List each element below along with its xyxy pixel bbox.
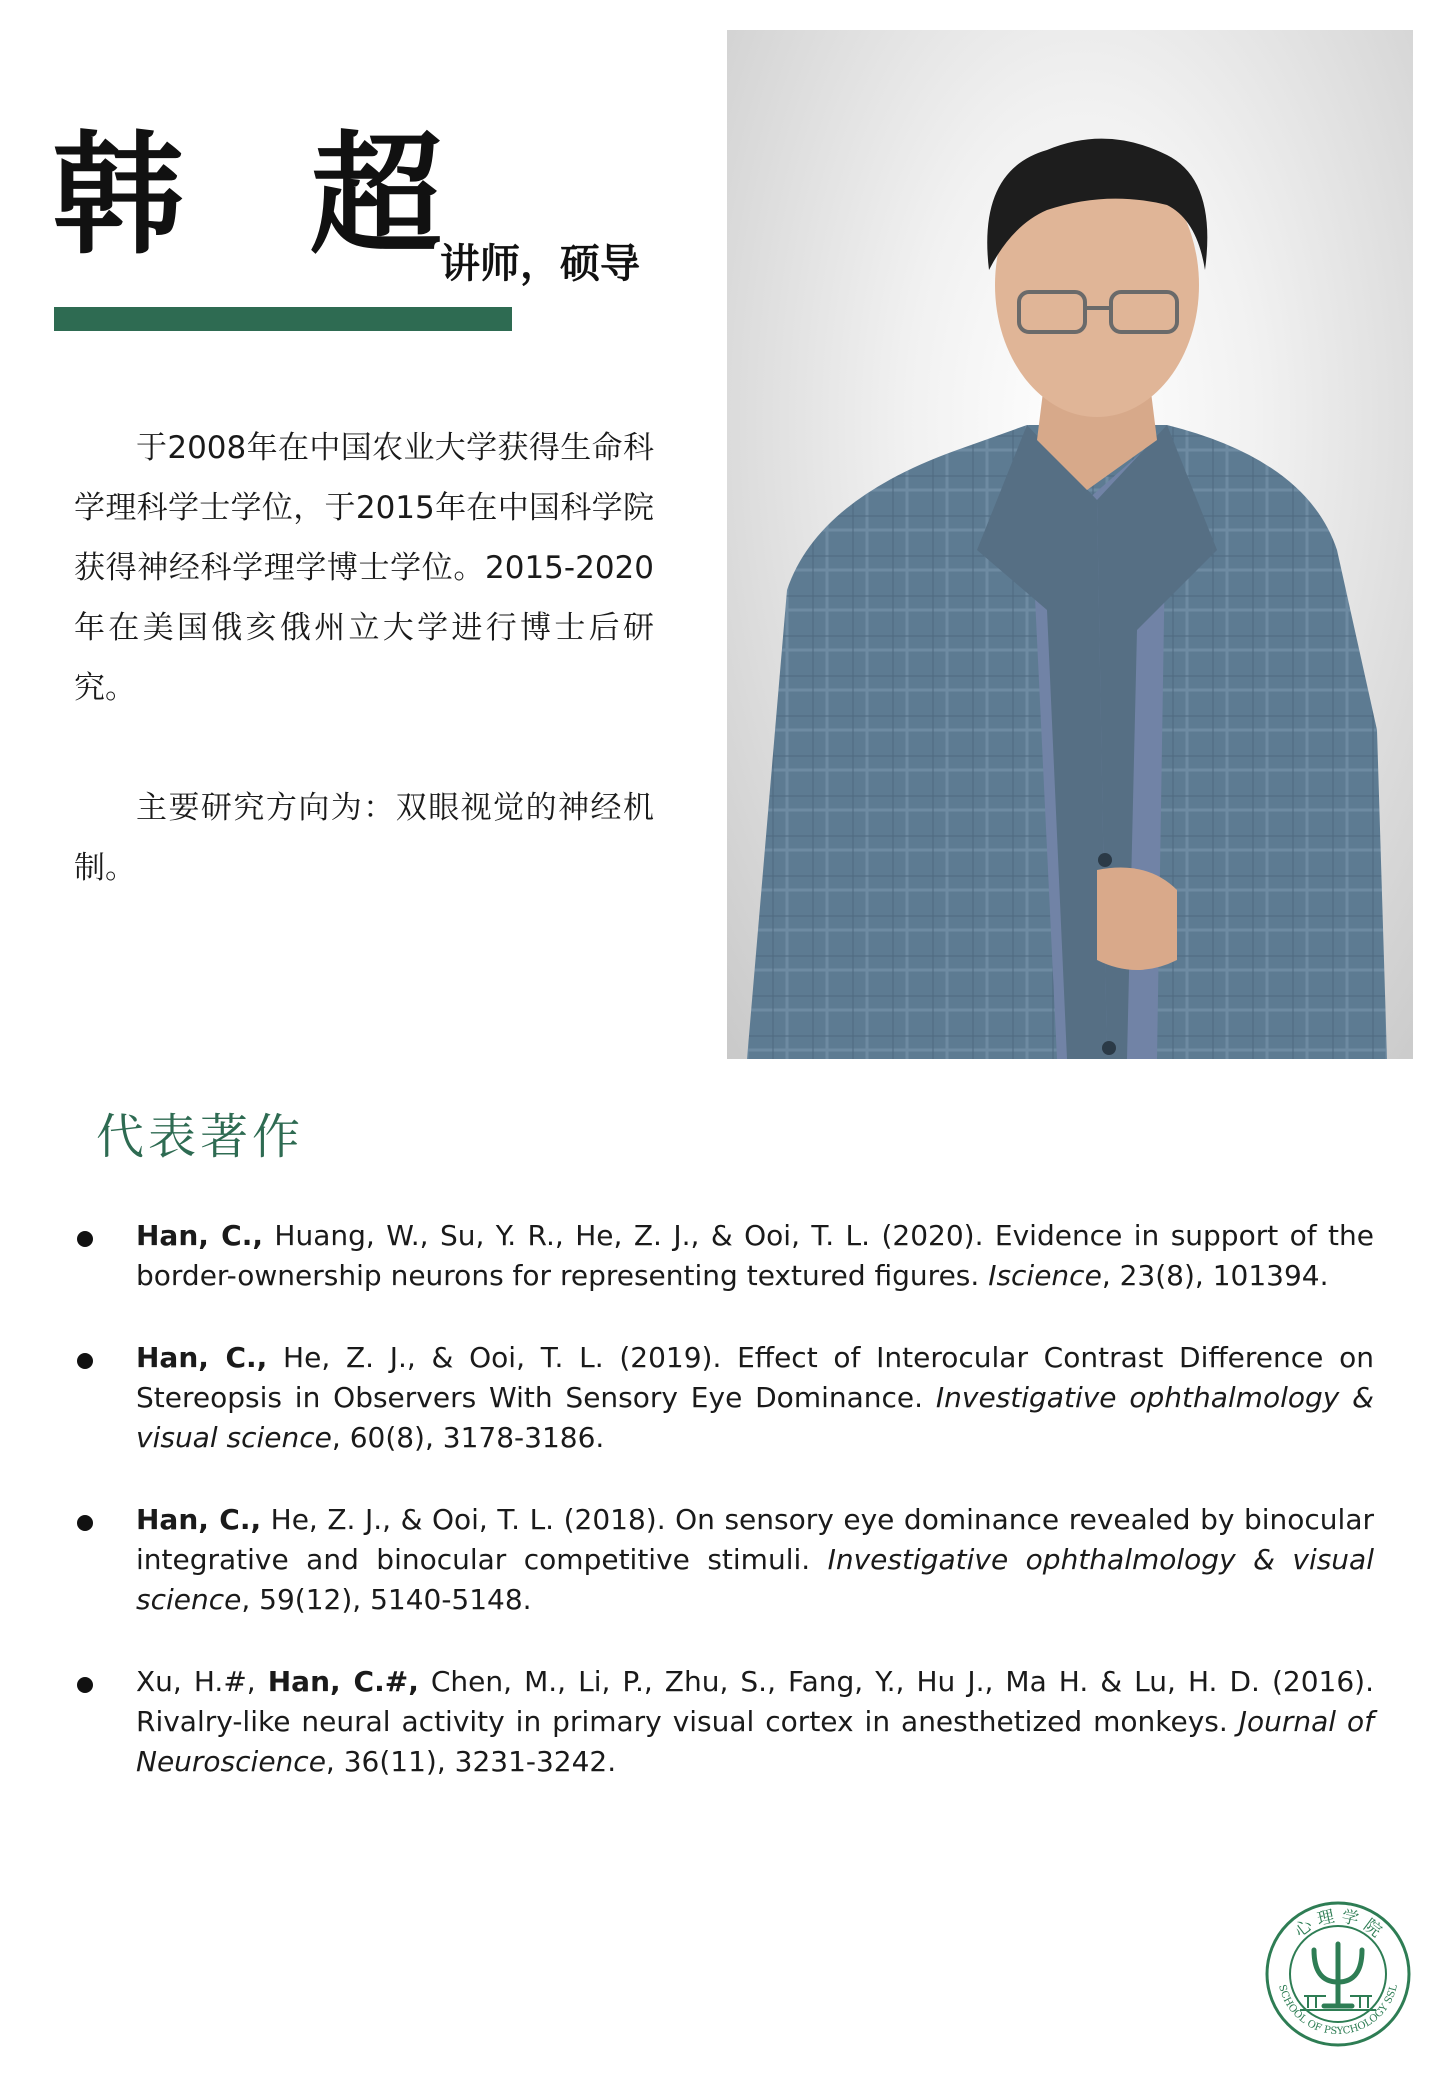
publication-journal: Iscience bbox=[988, 1259, 1102, 1292]
publication-item bbox=[70, 1338, 1374, 1458]
publication-authors-title: He, Z. J., & Ooi, T. L. (2018). On sensory eye dominance revealed by binocular integrative and binocular competitive stimuli. bbox=[136, 1503, 1374, 1576]
publications-heading: 代表著作 bbox=[96, 1109, 305, 1165]
publication-authors-title: Huang, W., Su, Y. R., He, Z. J., & Ooi, T. L. (2020). Evidence in support of the border-ownership neurons for representing textured figures. bbox=[136, 1219, 1374, 1292]
bullet-icon bbox=[77, 1353, 93, 1369]
publication-list bbox=[70, 1216, 1374, 1824]
logo-text-bottom: SCHOOL OF PSYCHOLOGY SSL bbox=[1276, 1983, 1400, 2038]
bullet-icon bbox=[77, 1677, 93, 1693]
bullet-icon bbox=[77, 1515, 93, 1531]
publication-highlight-author: Han, C.#, bbox=[267, 1665, 419, 1698]
publication-journal: Journal of Neuroscience bbox=[136, 1705, 1375, 1778]
publication-details: , 36(11), 3231-3242. bbox=[325, 1745, 617, 1778]
publication-highlight-author: Han, C., bbox=[136, 1503, 262, 1536]
title-underline-bar bbox=[54, 307, 512, 331]
publication-item bbox=[70, 1216, 1374, 1296]
logo-text-top: 心 理 学 院 bbox=[1290, 1906, 1386, 1942]
bio-paragraph-research: 主要研究方向为：双眼视觉的神经机制。 bbox=[74, 790, 654, 886]
publication-details: , 23(8), 101394. bbox=[1101, 1259, 1329, 1292]
publication-item bbox=[70, 1662, 1374, 1782]
publication-journal: Investigative ophthalmology & visual science bbox=[136, 1381, 1374, 1454]
portrait-photo bbox=[727, 30, 1413, 1059]
publication-highlight-author: Han, C., bbox=[136, 1341, 268, 1374]
publication-authors-before: Xu, H.#, bbox=[136, 1665, 268, 1698]
publication-item bbox=[70, 1500, 1374, 1620]
publication-highlight-author: Han, C., bbox=[136, 1219, 263, 1252]
publication-details: , 59(12), 5140-5148. bbox=[241, 1583, 532, 1616]
person-name: 韩 超 bbox=[52, 119, 482, 273]
person-title: 讲师，硕导 bbox=[440, 241, 640, 287]
bullet-icon bbox=[77, 1231, 93, 1247]
publication-authors-title: He, Z. J., & Ooi, T. L. (2019). Effect of Interocular Contrast Difference on Stereopsis in Observers With Sensory Eye Dominance. bbox=[136, 1341, 1375, 1414]
school-logo bbox=[1264, 1900, 1412, 2048]
publication-journal: Investigative ophthalmology & visual science bbox=[136, 1543, 1374, 1616]
publication-details: , 60(8), 3178-3186. bbox=[331, 1421, 605, 1454]
biography bbox=[74, 418, 654, 958]
bio-paragraph-education: 于2008年在中国农业大学获得生命科学理科学士学位，于2015年在中国科学院获得神经科学理学博士学位。2015-2020年在美国俄亥俄州立大学进行博士后研究。 bbox=[74, 430, 654, 706]
publication-authors-title: Chen, M., Li, P., Zhu, S., Fang, Y., Hu J., Ma H. & Lu, H. D. (2016). Rivalry-like neural activity in primary visual cortex in anesthetized monkeys. bbox=[136, 1665, 1374, 1738]
